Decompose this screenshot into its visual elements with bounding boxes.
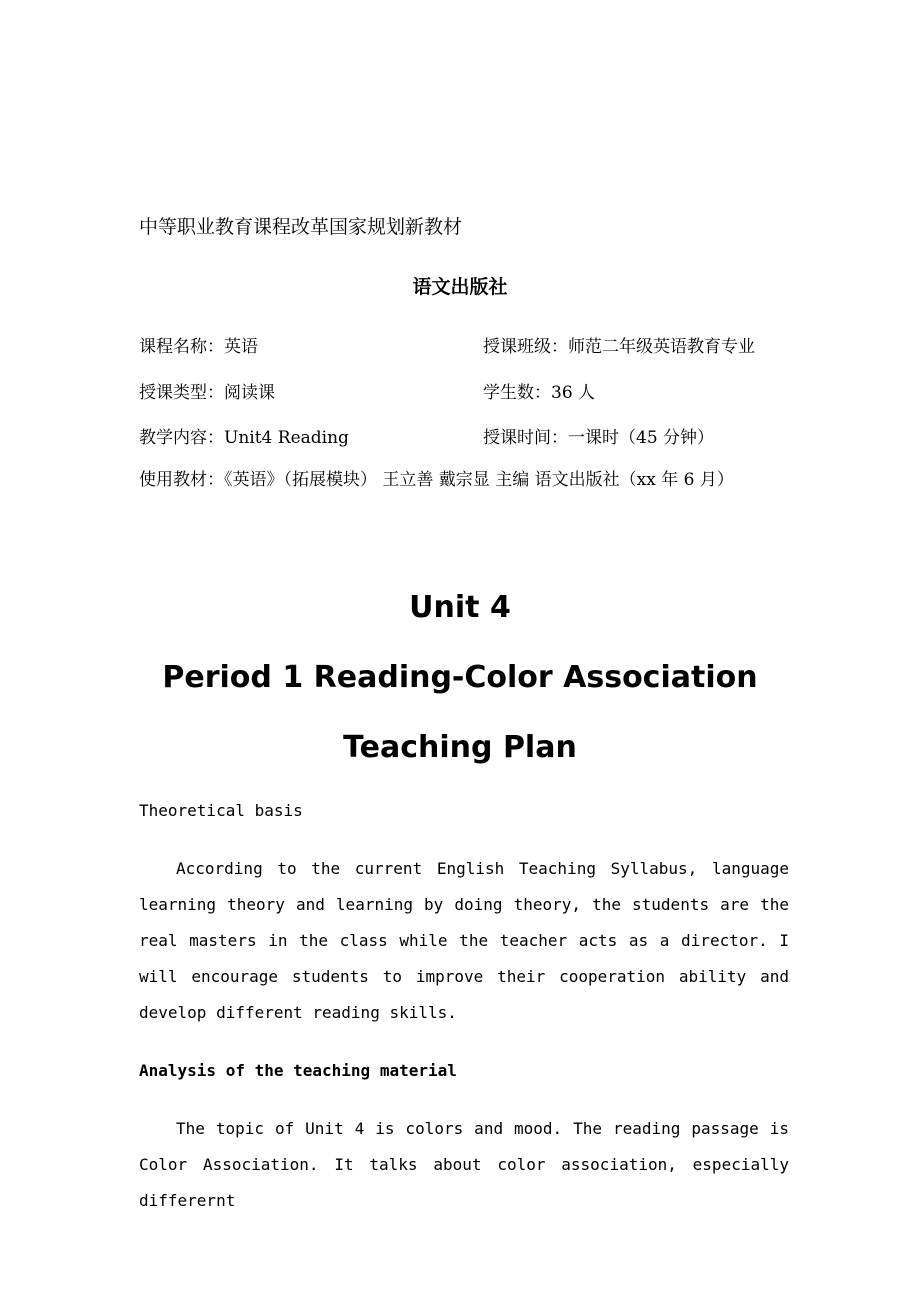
teaching-content: 教学内容：Unit4 Reading	[139, 428, 349, 448]
unit-title: Unit 4	[409, 590, 511, 625]
student-count: 学生数：36 人	[483, 383, 596, 403]
theoretical-heading: Theoretical basis	[139, 801, 303, 820]
analysis-heading: Analysis of the teaching material	[139, 1061, 457, 1080]
series-title: 中等职业教育课程改革国家规划新教材	[139, 216, 463, 238]
lesson-type: 授课类型：阅读课	[139, 383, 275, 403]
plan-title: Teaching Plan	[343, 730, 577, 765]
analysis-paragraph: The topic of Unit 4 is colors and mood. The reading passage is Color Association. It talks about color association, especially differernt	[139, 1119, 789, 1210]
class-info: 授课班级：师范二年级英语教育专业	[483, 337, 755, 357]
period-title: Period 1 Reading-Color Association	[162, 660, 758, 695]
theoretical-paragraph: According to the current English Teaching Syllabus, language learning theory and learning by doing theory, the students are the real masters in the class while the teacher acts as a director. I will encourage students to improve their cooperation ability and develop different reading skills.	[139, 859, 789, 1022]
textbook-info: 使用教材：《英语》（拓展模块） 王立善 戴宗显 主编 语文出版社（xx 年 6 月）	[139, 470, 734, 490]
course-name: 课程名称：英语	[139, 337, 258, 357]
publisher-name: 语文出版社	[412, 276, 508, 298]
lesson-duration: 授课时间：一课时（45 分钟）	[483, 428, 715, 448]
